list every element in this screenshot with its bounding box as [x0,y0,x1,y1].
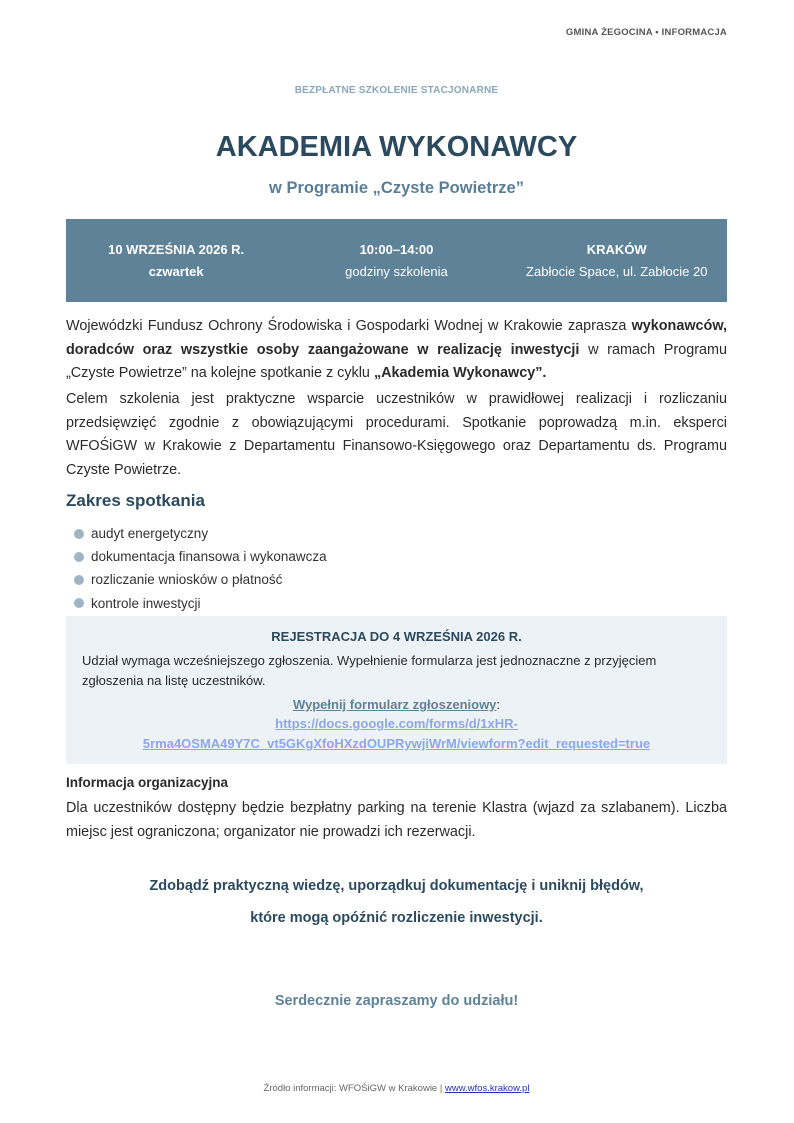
intro-bold-1: wykonawców, doradców oraz wszystkie osoby zaangażowane w realizację inwestycji [66,318,727,358]
event-time: 10:00–14:00 [359,241,434,257]
organization-paragraph: Dla uczestników dostępny będzie bezpłatny parking na terenie Klastra (wjazd za szlabanem). Liczba miejsc jest ograniczona; organizator nie prowadzi ich rezerwacji. [66,800,727,840]
info-date [66,239,286,283]
bullet-dot-icon [74,598,84,608]
event-time-label: godziny szkolenia [345,263,448,279]
event-day: czwartek [148,263,204,279]
scope-heading: Zakres spotkania [66,491,205,510]
event-venue: Zabłocie Space, ul. Zabłocie 20 [526,263,708,279]
list-item-label: kontrole inwestycji [91,595,201,611]
purpose-paragraph: Celem szkolenia jest praktyczne wsparcie uczestników w prawidłowej realizacji i rozliczaniu przedsięwzięć zgodnie z obowiązującymi procedurami. Spotkanie poprowadzą m.in. eksperci WFOŚiGW w Krakowie z Departamentu Finansowo-Księgowego oraz Departamentu ds. Programu Czyste Powietrze. [66,391,727,478]
event-city: KRAKÓW [586,241,647,257]
intro-bold-2: „Akademia Wykonawcy”. [373,365,547,381]
eyebrow-label: BEZPŁATNE SZKOLENIE STACJONARNE [294,85,499,96]
footer [66,1083,727,1094]
bullet-dot-icon [74,575,84,585]
list-item [74,522,327,545]
invite-text: Serdecznie zapraszamy do udziału! [274,993,519,1009]
list-item [74,568,327,591]
list-item [74,592,327,615]
info-time [286,239,506,283]
bullet-dot-icon [74,529,84,539]
info-location [507,239,727,283]
cta-line-1: Zdobądź praktyczną wiedzę, uporządkuj dokumentację i uniknij błędów, [149,878,644,894]
event-info-bar [66,219,727,302]
list-item [74,545,327,568]
intro-paragraph [66,315,727,386]
registration-url-link[interactable]: https://docs.google.com/forms/d/1xHR-5rma4OSMA49Y7C_vt5GKgXfoHXzdOUPRywjiWrM/viewform?edit_requested=true [142,716,651,751]
scope-list [74,522,327,615]
organization-heading: Informacja organizacyjna [66,775,229,790]
bullet-dot-icon [74,552,84,562]
intro-text-2: w ramach Programu „Czyste Powietrze” na kolejne spotkanie z cyklu [66,341,727,381]
list-item-label: audyt energetyczny [91,526,209,541]
page-subtitle: w Programie „Czyste Powietrze” [269,179,524,197]
registration-box [66,616,727,764]
registration-link-suffix: : [496,697,501,712]
footer-link[interactable]: www.wfos.krakow.pl [444,1083,530,1094]
footer-source: Źródło informacji: WFOŚiGW w Krakowie | [263,1083,445,1094]
intro-text-1: Wojewódzki Fundusz Ochrony Środowiska i Gospodarki Wodnej w Krakowie zaprasza [66,318,632,334]
header-tag: GMINA ŻEGOCINA • INFORMACJA [565,27,727,38]
cta-line-2: które mogą opóźnić rozliczenie inwestycji. [250,910,543,926]
registration-title: REJESTRACJA DO 4 WRZEŚNIA 2026 R. [271,629,522,644]
event-date: 10 WRZEŚNIA 2026 R. [108,241,245,257]
list-item-label: rozliczanie wniosków o płatność [91,572,283,588]
page-title: AKADEMIA WYKONAWCY [215,131,578,163]
registration-text: Udział wymaga wcześniejszego zgłoszenia. Wypełnienie formularza jest jednoznaczne z przyjęciem zgłoszenia na listę uczestników. [82,653,657,688]
registration-link-row [66,695,727,715]
registration-form-link[interactable]: Wypełnij formularz zgłoszeniowy [292,697,497,712]
list-item-label: dokumentacja finansowa i wykonawcza [91,549,327,565]
